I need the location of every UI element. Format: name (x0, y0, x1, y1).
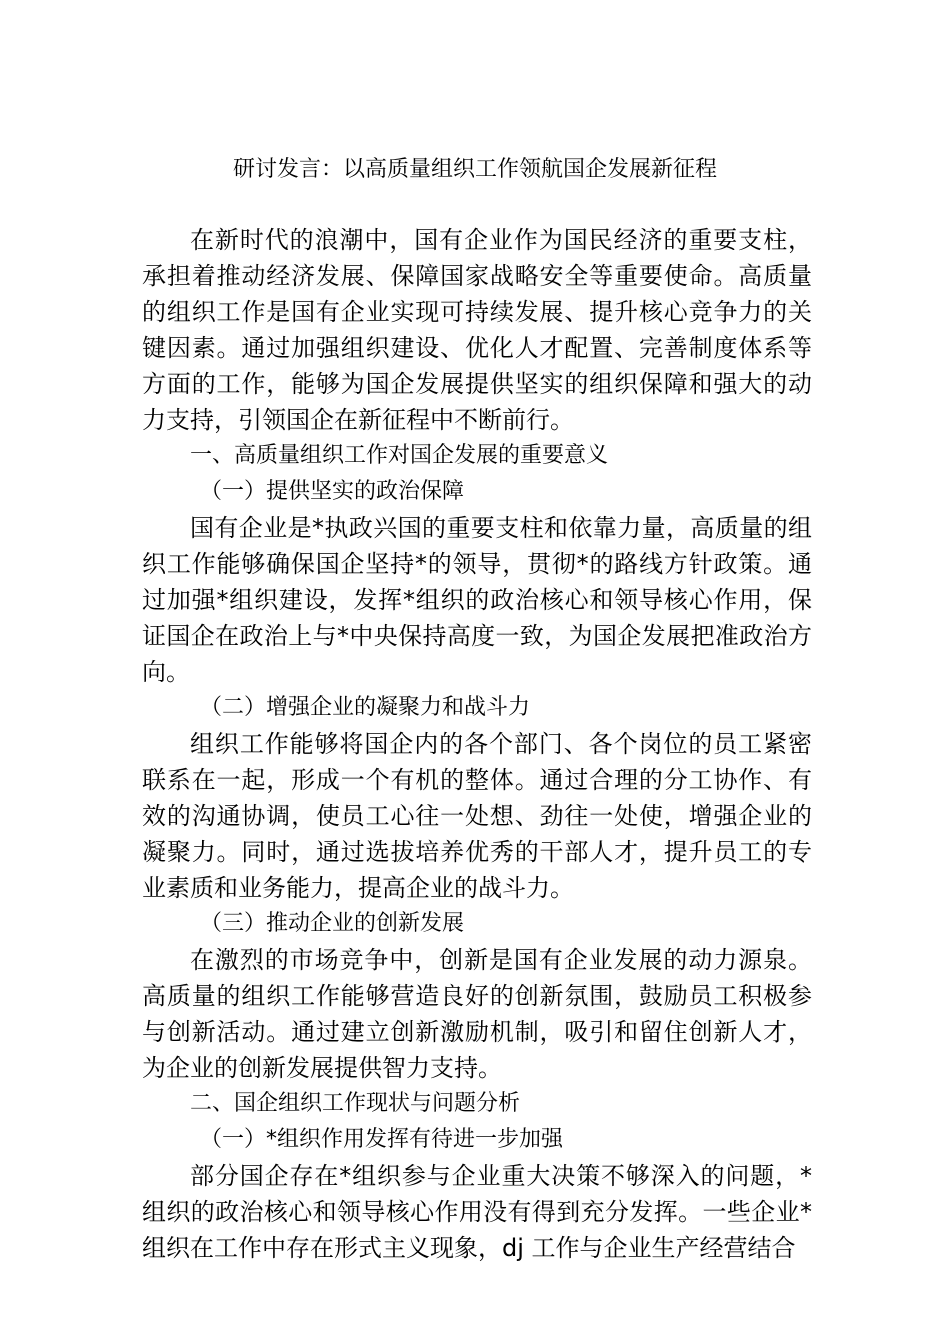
paragraph: 在激烈的市场竞争中，创新是国有企业发展的动力源泉。高质量的组织工作能够营造良好的创新氛围，鼓励员工积极参与创新活动。通过建立创新激励机制，吸引和留住创新人才，为企业的创新发展提供智力支持。 (142, 946, 812, 1082)
paragraph: 国有企业是*执政兴国的重要支柱和依靠力量，高质量的组织工作能够确保国企坚持*的领导，贯彻*的路线方针政策。通过加强*组织建设，发挥*组织的政治核心和领导核心作用，保证国企在政治上与*中央保持高度一致，为国企发展把准政治方向。 (142, 514, 812, 686)
subsection-heading: （三）推动企业的创新发展 (200, 911, 465, 936)
subsection-heading: （一）提供坚实的政治保障 (200, 479, 465, 504)
paragraph: 在新时代的浪潮中，国有企业作为国民经济的重要支柱，承担着推动经济发展、保障国家战略安全等重要使命。高质量的组织工作是国有企业实现可持续发展、提升核心竞争力的关键因素。通过加强组织建设、优化人才配置、完善制度体系等方面的工作，能够为国企发展提供坚实的组织保障和强大的动力支持，引领国企在新征程中不断前行。 (142, 226, 812, 434)
paragraph: 组织工作能够将国企内的各个部门、各个岗位的员工紧密联系在一起，形成一个有机的整体。通过合理的分工协作、有效的沟通协调，使员工心往一处想、劲往一处使，增强企业的凝聚力。同时，通过选拔培养优秀的干部人才，提升员工的专业素质和业务能力，提高企业的战斗力。 (142, 730, 812, 902)
document-title: 研讨发言：以高质量组织工作领航国企发展新征程 (232, 157, 717, 182)
section-heading: 一、高质量组织工作对国企发展的重要意义 (190, 443, 609, 468)
paragraph: 部分国企存在*组织参与企业重大决策不够深入的问题，*组织的政治核心和领导核心作用没有得到充分发挥。一些企业*组织在工作中存在形式主义现象，dj 工作与企业生产经营结合 (142, 1162, 812, 1262)
subsection-heading: （二）增强企业的凝聚力和战斗力 (200, 695, 531, 720)
subsection-heading: （一）*组织作用发挥有待进一步加强 (200, 1127, 564, 1152)
section-heading: 二、国企组织工作现状与问题分析 (190, 1091, 521, 1116)
document-body (142, 222, 812, 1266)
